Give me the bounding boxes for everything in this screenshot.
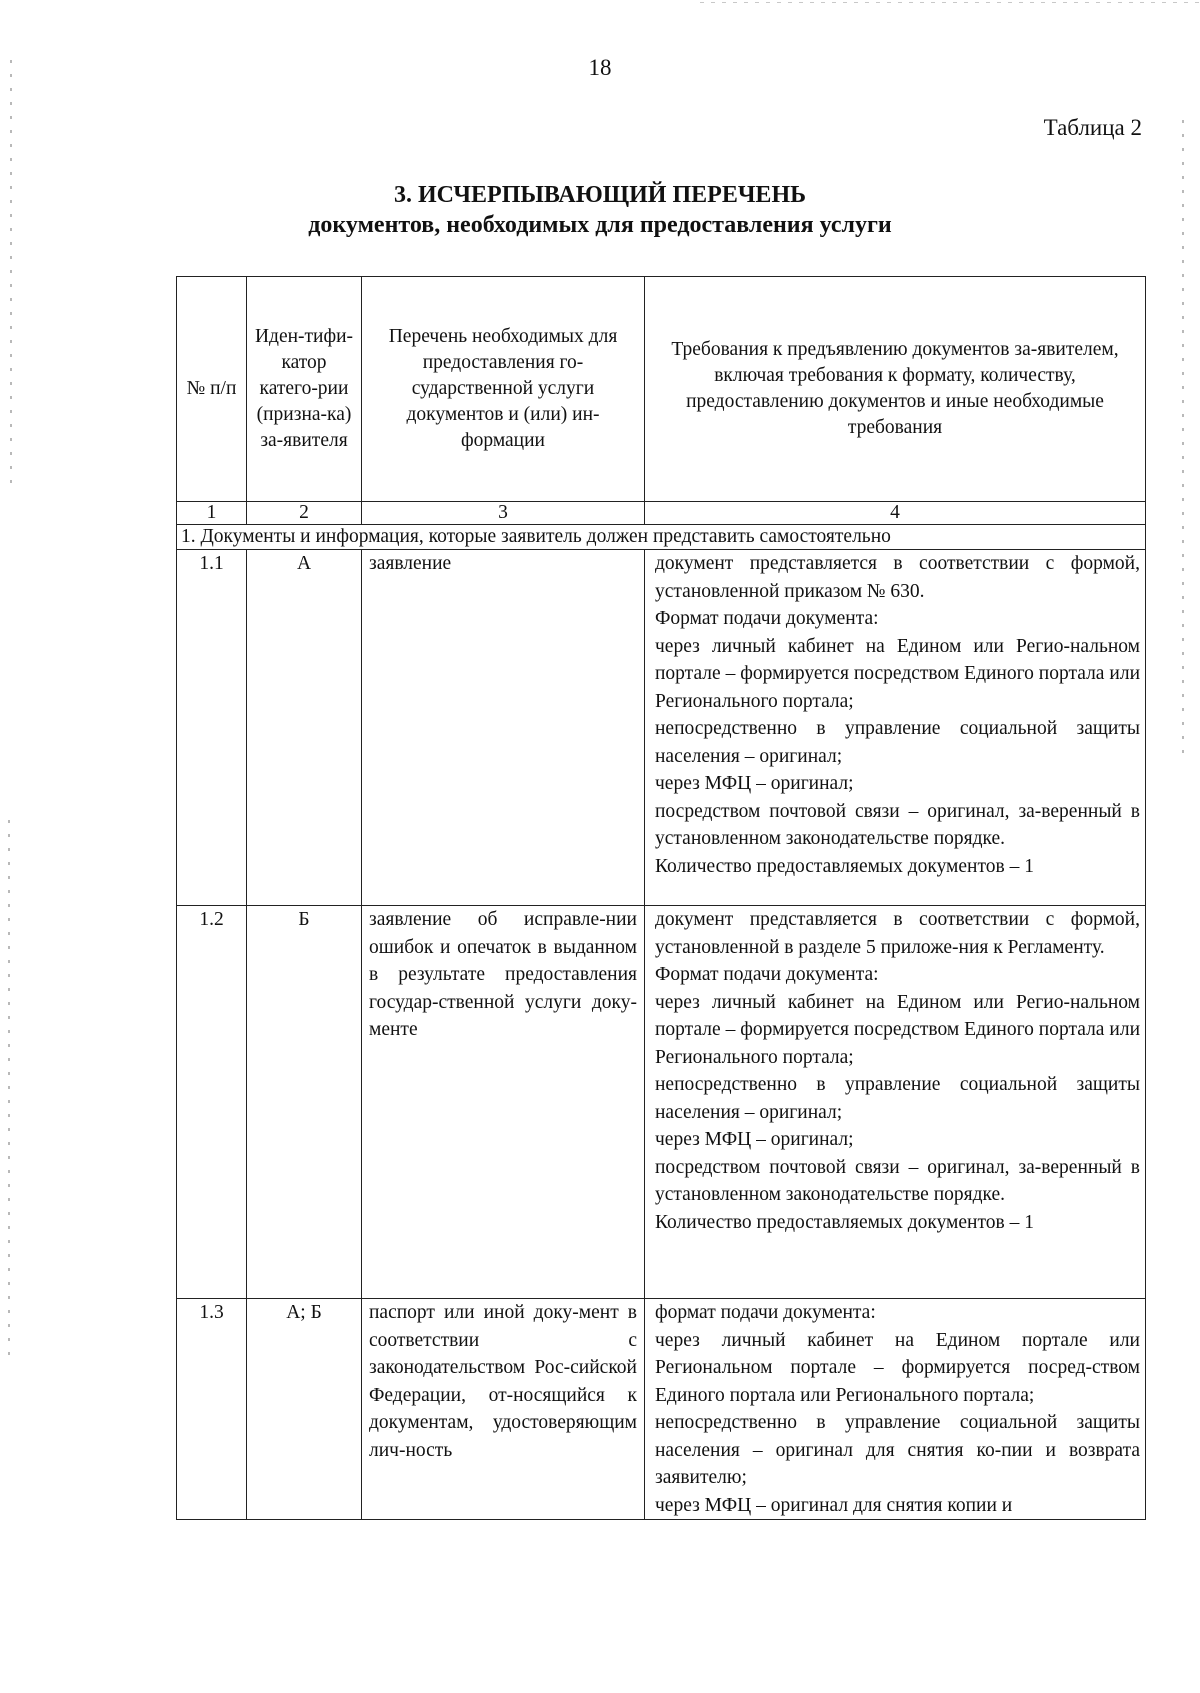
requirement-line: документ представляется в соответствии с формой, установленной в разделе 5 приложе-ния к Регламенту.	[655, 909, 1140, 958]
scan-artifact	[8, 820, 10, 1360]
requirement-line: Формат подачи документа:	[655, 608, 879, 629]
row-document: заявление	[362, 550, 645, 906]
column-number: 4	[645, 502, 1146, 525]
row-number: 1.3	[177, 1299, 247, 1520]
table-row	[177, 906, 1146, 1299]
column-number-row	[177, 502, 1146, 525]
requirement-line: непосредственно в управление социальной защиты населения – оригинал для снятия ко-пии и возврата заявителю;	[655, 1412, 1140, 1488]
requirement-line: формат подачи документа:	[655, 1302, 876, 1323]
row-requirements	[645, 1299, 1146, 1520]
row-number: 1.2	[177, 906, 247, 1299]
requirement-line: непосредственно в управление социальной защиты населения – оригинал;	[655, 718, 1140, 767]
column-number: 2	[247, 502, 362, 525]
scan-artifact	[10, 60, 12, 490]
row-requirements	[645, 550, 1146, 906]
requirement-line: через МФЦ – оригинал для снятия копии и	[655, 1494, 1013, 1516]
table-row	[177, 1299, 1146, 1520]
requirement-line: документ представляется в соответствии с формой, установленной приказом № 630.	[655, 553, 1140, 602]
requirement-line: через личный кабинет на Едином или Регио-нальном портале – формируется посредством Единого портала или Регионального портала;	[655, 635, 1140, 712]
title-line-1: 3. ИСЧЕРПЫВАЮЩИЙ ПЕРЕЧЕНЬ	[394, 182, 806, 208]
requirement-line: посредством почтовой связи – оригинал, за-веренный в установленном законодательстве порядке.	[655, 1156, 1140, 1205]
row-category: А; Б	[247, 1299, 362, 1520]
row-document: паспорт или иной доку-мент в соответствии с законодательством Рос-сийской Федерации, от-носящийся к документам, удостоверяющим лич-ность	[362, 1299, 645, 1520]
section-title: 1. Документы и информация, которые заявитель должен представить самостоятельно	[177, 525, 1146, 550]
requirement-line: посредством почтовой связи – оригинал, за-веренный в установленном законодательстве порядке.	[655, 800, 1140, 849]
requirement-line: через личный кабинет на Едином или Регио-нальном портале – формируется посредством Единого портала или Регионального портала;	[655, 991, 1140, 1068]
table-header-row	[177, 277, 1146, 502]
title-line-2: документов, необходимых для предоставления услуги	[308, 212, 892, 238]
requirement-line: через МФЦ – оригинал;	[655, 1129, 854, 1150]
row-number: 1.1	[177, 550, 247, 906]
scan-artifact	[700, 2, 1200, 3]
table-caption: Таблица 2	[1043, 115, 1142, 140]
header-cell-category: Иден-тифи-катор катего-рии (призна-ка) за-явителя	[247, 277, 362, 502]
requirement-line: через личный кабинет на Едином портале или Региональном портале – формируется посред-ством Единого портала или Регионального портала;	[655, 1329, 1140, 1406]
document-title	[0, 180, 1200, 240]
requirement-line: Количество предоставляемых документов – 1	[655, 1211, 1034, 1233]
table-row	[177, 550, 1146, 906]
page-number: 18	[588, 55, 612, 80]
row-category: Б	[247, 906, 362, 1299]
requirement-line: через МФЦ – оригинал;	[655, 773, 854, 794]
row-category: А	[247, 550, 362, 906]
section-row	[177, 525, 1146, 550]
header-cell-documents: Перечень необходимых для предоставления го-сударственной услуги документов и (или) ин-формации	[362, 277, 645, 502]
requirement-line: Количество предоставляемых документов – 1	[655, 855, 1034, 877]
row-requirements	[645, 906, 1146, 1299]
column-number: 3	[362, 502, 645, 525]
requirement-line: непосредственно в управление социальной защиты населения – оригинал;	[655, 1074, 1140, 1123]
row-document: заявление об исправле-нии ошибок и опечаток в выданном в результате предоставления государ-ственной услуги доку-менте	[362, 906, 645, 1299]
requirement-line: Формат подачи документа:	[655, 964, 879, 985]
header-cell-requirements: Требования к предъявлению документов за-явителем, включая требования к формату, количеству, предоставлению документов и иные необходимые требования	[645, 277, 1146, 502]
column-number: 1	[177, 502, 247, 525]
documents-table	[176, 276, 1146, 1520]
header-cell-number: № п/п	[177, 277, 247, 502]
